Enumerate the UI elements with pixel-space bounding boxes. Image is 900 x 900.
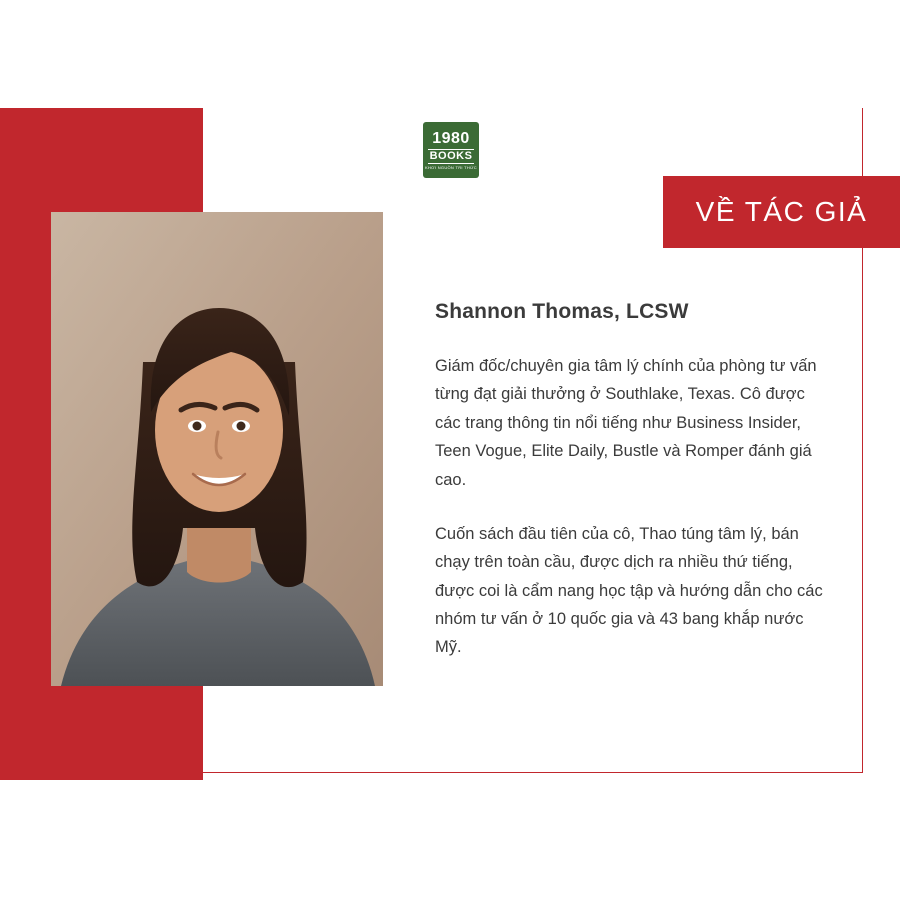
author-bio-paragraph-2: Cuốn sách đầu tiên của cô, Thao túng tâm lý, bán chạy trên toàn cầu, được dịch ra nhiều thứ tiếng, được coi là cẩm nang học tập và hướng dẫn cho các nhóm tư vấn ở 10 quốc gia và 43 bang khắp nước Mỹ. xyxy=(435,524,823,657)
author-bio-paragraph-1: Giám đốc/chuyên gia tâm lý chính của phòng tư vấn từng đạt giải thưởng ở Southlake, Texas. Cô được các trang thông tin nổi tiếng như Business Insider, Teen Vogue, Elite Daily, Bustle và Romper đánh giá cao. xyxy=(435,357,817,489)
logo-mid-text: BOOKS xyxy=(429,149,473,162)
publisher-logo xyxy=(423,122,479,178)
section-title-banner xyxy=(663,176,900,248)
author-portrait xyxy=(51,212,383,686)
section-title-text: VỀ TÁC GIẢ xyxy=(695,196,868,227)
logo-top-text: 1980 xyxy=(432,129,470,147)
author-content xyxy=(435,300,830,662)
author-name: Shannon Thomas, LCSW xyxy=(435,300,689,323)
horizontal-rule xyxy=(203,772,863,773)
logo-tagline: KHƠI NGUỒN TRI THỨC xyxy=(425,164,477,170)
